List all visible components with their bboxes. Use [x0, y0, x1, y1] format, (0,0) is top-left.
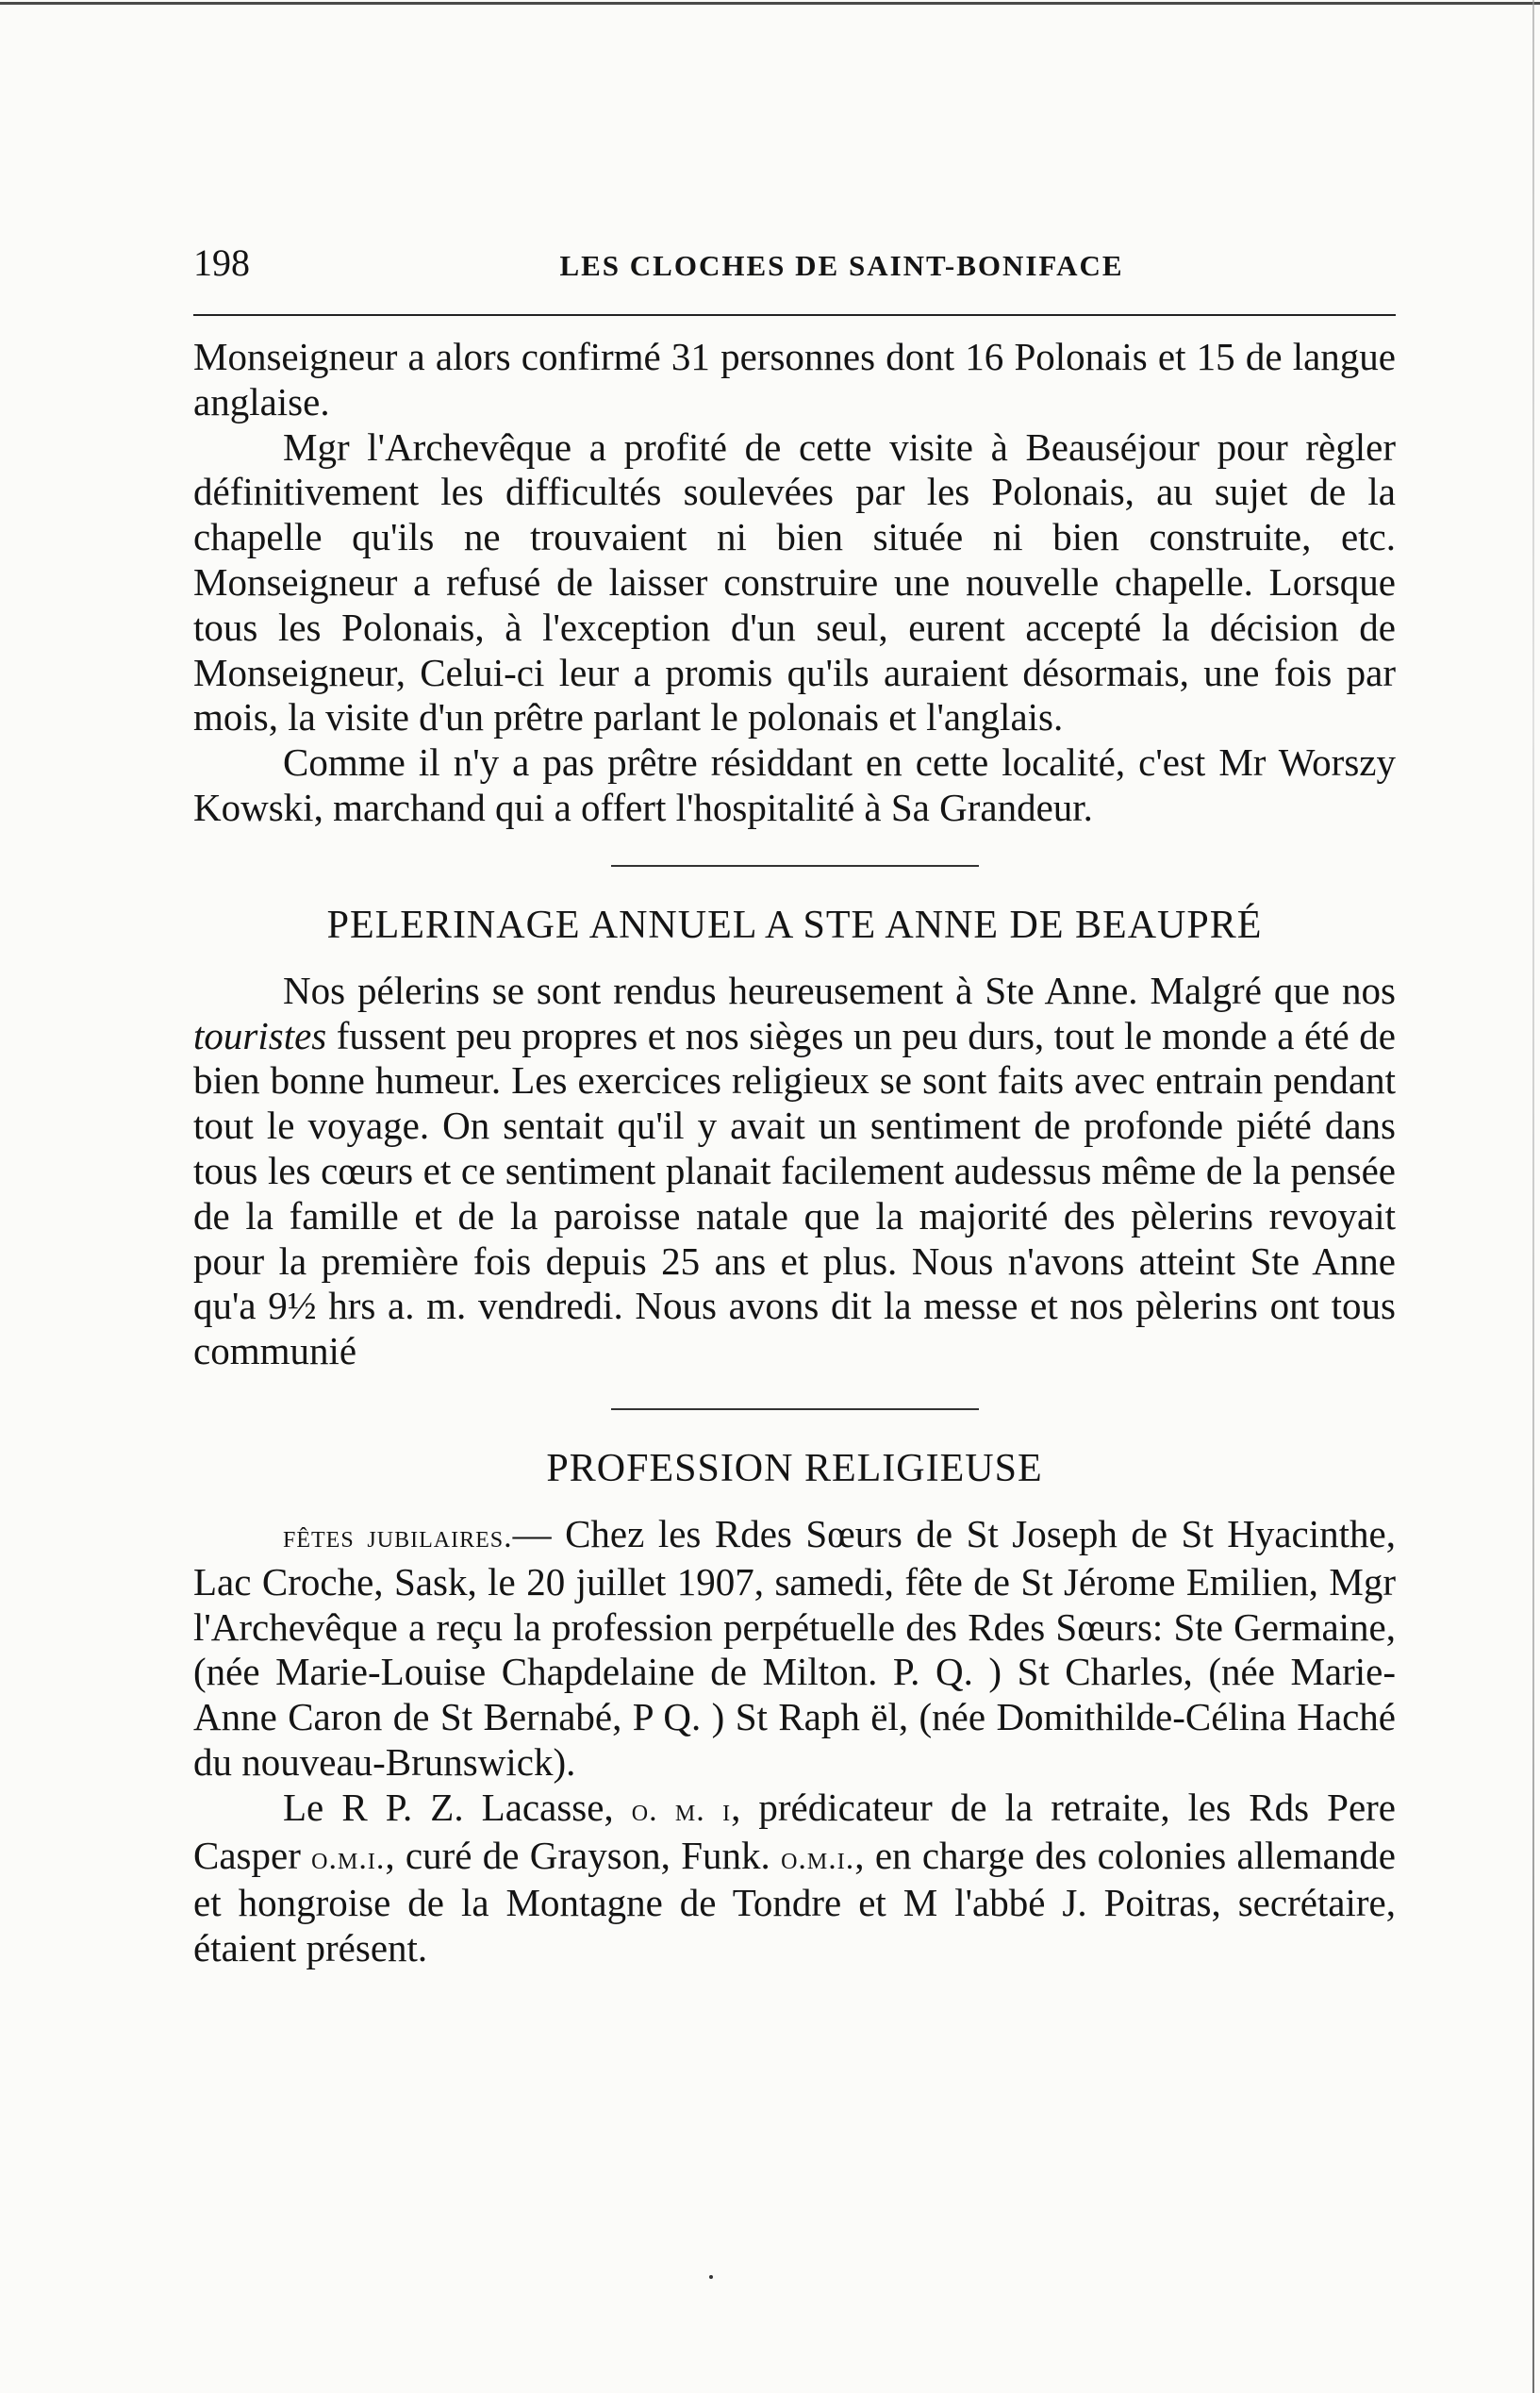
profession-lead: fêtes jubilaires.	[283, 1519, 513, 1554]
running-title: LES CLOCHES DE SAINT-BONIFACE	[559, 249, 1124, 282]
profession-text-1: — Chez les Rdes Sœurs de St Joseph de St Hyacinthe, Lac Croche, Sask, le 20 juillet 1907, samedi, fête de St Jérome Emilien, Mgr l'Archevêque a reçu la profession perpétuelle des Rdes Sœurs: Ste Germaine, (née Marie-Louise Chapdelaine de Milton. P. Q. ) St Charles, (née Marie-Anne Caron de St Bernabé, P Q. ) St Raph ël, (née Domithilde-Célina Haché du nouveau-Brunswick).	[193, 1511, 1396, 1784]
intro-paragraph-1: Monseigneur a alors confirmé 31 personnes dont 16 Polonais et 15 de langue anglaise.	[193, 335, 1396, 424]
omi-abbrev-1: o. m. i	[631, 1792, 732, 1828]
profession-text-2d: , en charge des colonies allemande et hongroise de la Montagne de Tondre et M l'abbé J. Poitras, secrétaire, étaient présent.	[193, 1833, 1396, 1970]
section-divider-1	[611, 865, 979, 867]
intro-paragraph-3: Comme il n'y a pas prêtre résiddant en cette localité, c'est Mr Worszy Kowski, marchand qui a offert l'hospitalité à Sa Grandeur.	[193, 740, 1396, 829]
section-title-profession: PROFESSION RELIGIEUSE	[546, 1446, 1043, 1490]
profession-text-2c: , curé de Grayson, Funk.	[385, 1833, 782, 1877]
profession-paragraph-2	[193, 1786, 1396, 1971]
pelerinage-text-a: Nos pélerins se sont rendus heureusement à Ste Anne. Malgré que nos	[283, 968, 1396, 1012]
pelerinage-paragraph	[193, 969, 1396, 1374]
omi-abbrev-2: o.m.i.	[311, 1840, 386, 1876]
section-title-pelerinage: PELERINAGE ANNUEL A STE ANNE DE BEAUPRÉ	[326, 903, 1263, 947]
scan-right-edge	[1532, 0, 1534, 2393]
scan-top-edge	[0, 2, 1540, 5]
omi-abbrev-3: o.m.i.	[781, 1840, 855, 1876]
profession-paragraph-1	[193, 1512, 1396, 1786]
page-header	[193, 241, 1396, 288]
page-number: 198	[193, 241, 250, 284]
profession-text-2a: Le R P. Z. Lacasse,	[283, 1785, 632, 1829]
pelerinage-text-b: fussent peu propres et nos sièges un peu durs, tout le monde a été de bien bonne humeur. Les exercices religieux se sont faits avec entrain pendant tout le voyage. On sentait qu'il y avait un sentiment de profonde piété dans tous les cœurs et ce sentiment planait facilement audessus même de la pensée de la famille et de la paroisse natale que la majorité des pèlerins revoyait pour la première fois depuis 25 ans et plus. Nous n'avons atteint Ste Anne qu'a 9½ hrs a. m. vendredi. Nous avons dit la messe et nos pèlerins ont tous communié	[193, 1013, 1396, 1373]
intro-paragraph-2: Mgr l'Archevêque a profité de cette visite à Beauséjour pour règler définitivement les difficultés soulevées par les Polonais, au sujet de la chapelle qu'ils ne trouvaient ni bien située ni bien construite, etc. Monseigneur a refusé de laisser construire une nouvelle chapelle. Lorsque tous les Polonais, à l'exception d'un seul, eurent accepté la décision de Monseigneur, Celui-ci leur a promis qu'ils auraient désormais, une fois par mois, la visite d'un prêtre parlant le polonais et l'anglais.	[193, 424, 1396, 740]
pelerinage-italic-word: touristes	[193, 1013, 327, 1057]
section-divider-2	[611, 1408, 979, 1410]
ink-speck	[709, 2275, 713, 2279]
book-page	[193, 241, 1396, 1971]
profession-text-2b: , prédicateur de la retraite, les Rds Pere Casper	[193, 1785, 1396, 1877]
header-rule	[193, 314, 1396, 316]
